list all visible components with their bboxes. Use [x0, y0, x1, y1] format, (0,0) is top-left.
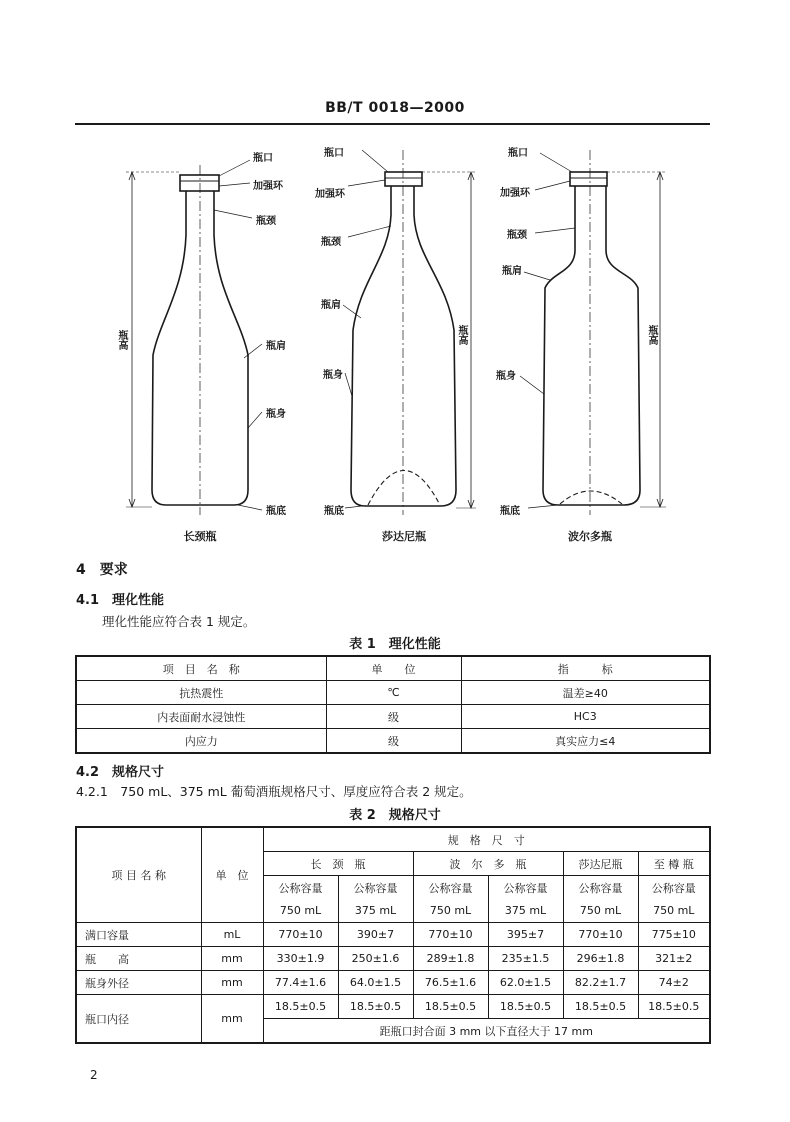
- table-cell: 289±1.8: [413, 947, 488, 971]
- table-cell: 级: [326, 729, 461, 754]
- caption-long-neck-bottle: 长颈瓶: [183, 530, 217, 543]
- label-body-sadani: 瓶身: [323, 370, 343, 381]
- table-cell: 真实应力≤4: [461, 729, 710, 754]
- table-2-row-name: 瓶口内径: [76, 995, 201, 1044]
- label-height-bordeaux: 瓶高: [646, 325, 657, 345]
- table-cell: 250±1.6: [338, 947, 413, 971]
- table-cell: 296±1.8: [563, 947, 638, 971]
- section-4-1-heading: 4.1 理化性能: [76, 593, 165, 608]
- label-ring-sadani: 加强环: [315, 189, 345, 200]
- table-cell: 330±1.9: [263, 947, 338, 971]
- table-row: [76, 705, 710, 729]
- table-cell: 抗热震性: [76, 681, 326, 705]
- table-2-capacity: 375 mL: [488, 899, 563, 923]
- label-shoulder-long: 瓶肩: [266, 341, 286, 352]
- table-2-capacity: 750 mL: [563, 899, 638, 923]
- table-cell: 321±2: [638, 947, 710, 971]
- section-4-2-1-text: 4.2.1 750 mL、375 mL 葡萄酒瓶规格尺寸、厚度应符合表 2 规定。: [76, 784, 472, 799]
- document-code: BB/T 0018—2000: [325, 100, 465, 116]
- table-cell: 77.4±1.6: [263, 971, 338, 995]
- table-cell: 770±10: [413, 923, 488, 947]
- table-2-group-zhizun: 至 樽 瓶: [638, 852, 710, 876]
- table-row: [76, 729, 710, 754]
- table-2-note: 距瓶口封合面 3 mm 以下直径大于 17 mm: [263, 1019, 710, 1044]
- table-2-nominal-label: 公称容量: [488, 876, 563, 900]
- table-cell: 64.0±1.5: [338, 971, 413, 995]
- label-mouth-bordeaux: 瓶口: [508, 148, 528, 159]
- table-2-header-spec: 规 格 尺 寸: [263, 827, 710, 852]
- table-2-nominal-label: 公称容量: [563, 876, 638, 900]
- header-rule: [75, 123, 710, 125]
- label-neck-bordeaux: 瓶颈: [507, 230, 527, 241]
- table-cell: 235±1.5: [488, 947, 563, 971]
- table-1-header-row: [76, 656, 710, 681]
- table-cell: 内表面耐水浸蚀性: [76, 705, 326, 729]
- label-ring-long: 加强环: [253, 181, 283, 192]
- label-bottom-sadani: 瓶底: [324, 506, 344, 517]
- table-cell: 18.5±0.5: [263, 995, 338, 1019]
- table-2-nominal-label: 公称容量: [413, 876, 488, 900]
- label-ring-bordeaux: 加强环: [500, 188, 530, 199]
- table-2-row-name: 满口容量: [76, 923, 201, 947]
- table-1-caption: 表 1 理化性能: [349, 637, 441, 652]
- table-2-row-unit: mL: [201, 923, 263, 947]
- table-cell: 62.0±1.5: [488, 971, 563, 995]
- table-2-row-unit: mm: [201, 995, 263, 1044]
- table-cell: 395±7: [488, 923, 563, 947]
- section-4-2-heading: 4.2 规格尺寸: [76, 765, 165, 780]
- table-cell: 775±10: [638, 923, 710, 947]
- table-row: [76, 971, 710, 995]
- caption-bordeaux-bottle: 波尔多瓶: [568, 530, 612, 543]
- label-body-bordeaux: 瓶身: [496, 371, 516, 382]
- table-cell: 18.5±0.5: [563, 995, 638, 1019]
- table-row: [76, 995, 710, 1019]
- section-4-1-text: 理化性能应符合表 1 规定。: [102, 614, 256, 629]
- label-body-long: 瓶身: [266, 409, 286, 420]
- table-cell: 18.5±0.5: [488, 995, 563, 1019]
- table-cell: 82.2±1.7: [563, 971, 638, 995]
- table-2-header-row: [76, 827, 710, 852]
- table-cell: 18.5±0.5: [338, 995, 413, 1019]
- table-2-header-item: 项 目 名 称: [76, 827, 201, 923]
- table-2-row-name: 瓶身外径: [76, 971, 201, 995]
- table-1-physicochemical: [75, 655, 711, 754]
- table-cell: 级: [326, 705, 461, 729]
- table-2-caption: 表 2 规格尺寸: [349, 808, 441, 823]
- page-number: 2: [90, 1068, 98, 1082]
- table-2-dimensions: [75, 826, 711, 1044]
- table-1-header-item: 项 目 名 称: [76, 656, 326, 681]
- table-2-nominal-label: 公称容量: [263, 876, 338, 900]
- table-cell: ℃: [326, 681, 461, 705]
- label-bottom-long: 瓶底: [266, 506, 286, 517]
- caption-sadani-bottle: 莎达尼瓶: [382, 530, 426, 543]
- table-2-row-unit: mm: [201, 971, 263, 995]
- table-cell: 770±10: [263, 923, 338, 947]
- table-2-capacity: 375 mL: [338, 899, 413, 923]
- label-mouth-sadani: 瓶口: [324, 148, 344, 159]
- table-2-row-unit: mm: [201, 947, 263, 971]
- label-neck-long: 瓶颈: [256, 216, 276, 227]
- table-cell: 18.5±0.5: [638, 995, 710, 1019]
- label-shoulder-sadani: 瓶肩: [321, 300, 341, 311]
- table-2-capacity: 750 mL: [638, 899, 710, 923]
- table-2-header-unit: 单 位: [201, 827, 263, 923]
- table-cell: 内应力: [76, 729, 326, 754]
- table-1-header-unit: 单 位: [326, 656, 461, 681]
- table-1-header-index: 指 标: [461, 656, 710, 681]
- table-2-group-bordeaux: 波 尔 多 瓶: [413, 852, 563, 876]
- table-row: [76, 947, 710, 971]
- table-2-row-name: 瓶 高: [76, 947, 201, 971]
- table-2-nominal-label: 公称容量: [638, 876, 710, 900]
- table-cell: 74±2: [638, 971, 710, 995]
- label-height-sadani: 瓶高: [456, 325, 467, 345]
- long-neck-bottle-drawing: [126, 160, 262, 515]
- label-shoulder-bordeaux: 瓶肩: [502, 266, 522, 277]
- table-cell: 770±10: [563, 923, 638, 947]
- table-cell: 390±7: [338, 923, 413, 947]
- table-2-capacity: 750 mL: [263, 899, 338, 923]
- table-row: [76, 681, 710, 705]
- table-2-capacity: 750 mL: [413, 899, 488, 923]
- table-cell: 76.5±1.6: [413, 971, 488, 995]
- section-4-heading: 4 要求: [76, 562, 128, 578]
- table-cell: 温差≥40: [461, 681, 710, 705]
- table-2-group-long-neck: 长 颈 瓶: [263, 852, 413, 876]
- table-2-nominal-label: 公称容量: [338, 876, 413, 900]
- label-bottom-bordeaux: 瓶底: [500, 506, 520, 517]
- table-cell: 18.5±0.5: [413, 995, 488, 1019]
- table-2-group-sadani: 莎达尼瓶: [563, 852, 638, 876]
- label-height-long: 瓶高: [116, 330, 127, 350]
- table-row: [76, 923, 710, 947]
- label-mouth-long: 瓶口: [253, 153, 273, 164]
- table-cell: HC3: [461, 705, 710, 729]
- label-neck-sadani: 瓶颈: [321, 237, 341, 248]
